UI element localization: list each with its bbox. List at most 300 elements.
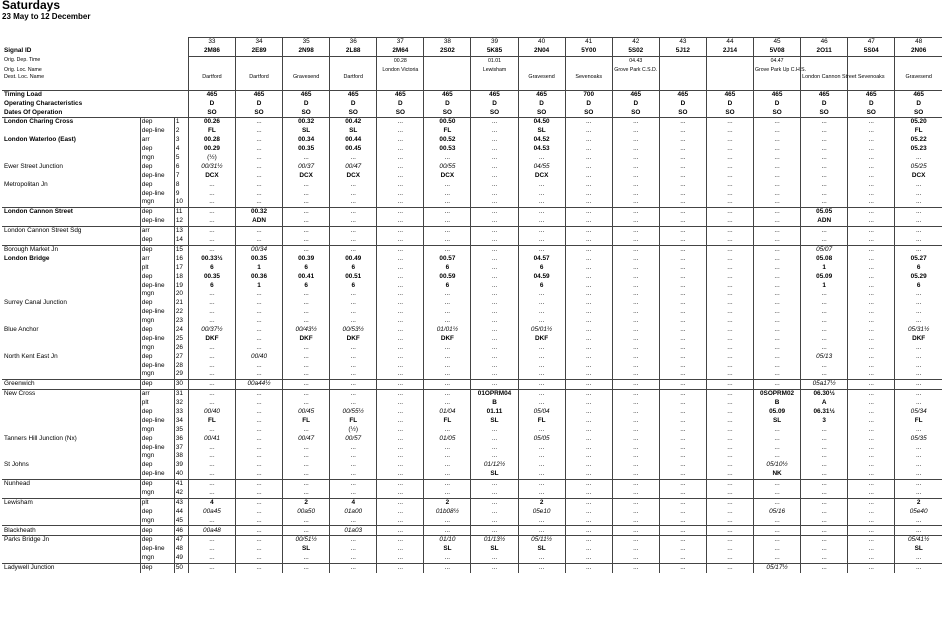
header-cell: D bbox=[424, 99, 471, 108]
timing-cell: ... bbox=[424, 470, 471, 479]
timing-cell: ... bbox=[330, 189, 377, 198]
timing-cell: ... bbox=[283, 470, 330, 479]
timing-cell: ... bbox=[848, 290, 895, 299]
location-name bbox=[2, 335, 140, 344]
timing-cell: ... bbox=[848, 299, 895, 308]
timing-cell: ... bbox=[612, 281, 659, 290]
timing-cell: ... bbox=[706, 426, 753, 435]
timing-cell: ... bbox=[565, 189, 612, 198]
timing-cell: ... bbox=[424, 380, 471, 390]
timing-cell: ... bbox=[471, 498, 518, 507]
timing-cell: ... bbox=[659, 299, 706, 308]
timing-cell: ... bbox=[518, 489, 565, 498]
event-type: mgn bbox=[140, 489, 174, 498]
timing-cell: ... bbox=[612, 434, 659, 443]
timing-cell: ... bbox=[848, 326, 895, 335]
timing-cell: ... bbox=[377, 263, 424, 272]
event-type: dep-line bbox=[140, 127, 174, 136]
timing-cell: ... bbox=[612, 508, 659, 517]
timing-cell: ... bbox=[471, 489, 518, 498]
header-cell: D bbox=[188, 99, 235, 108]
timing-cell: 01b08½ bbox=[424, 508, 471, 517]
timing-cell: 05/34 bbox=[895, 408, 942, 417]
timing-cell: ... bbox=[471, 217, 518, 226]
header-cell: D bbox=[801, 99, 848, 108]
timing-cell: ... bbox=[754, 255, 801, 264]
timing-cell: ... bbox=[659, 399, 706, 408]
timing-cell: 06.31½ bbox=[801, 408, 848, 417]
location-name: New Cross bbox=[2, 389, 140, 398]
timing-cell: ... bbox=[801, 452, 848, 461]
timing-cell: ... bbox=[612, 208, 659, 217]
timing-cell: ... bbox=[801, 299, 848, 308]
timing-cell: ... bbox=[424, 352, 471, 361]
timing-cell: ... bbox=[754, 489, 801, 498]
timing-cell: ... bbox=[471, 526, 518, 536]
timing-cell: ... bbox=[612, 399, 659, 408]
column-number: 43 bbox=[659, 38, 706, 47]
timing-cell: ... bbox=[330, 489, 377, 498]
timing-cell: ... bbox=[612, 352, 659, 361]
event-type: dep-line bbox=[140, 470, 174, 479]
timing-cell: ... bbox=[612, 417, 659, 426]
timing-cell: ... bbox=[659, 461, 706, 470]
column-number-row bbox=[2, 38, 942, 47]
timing-cell: 6 bbox=[518, 281, 565, 290]
timing-cell: ... bbox=[424, 180, 471, 189]
location-name: Lewisham bbox=[2, 498, 140, 507]
timing-cell: SL bbox=[471, 545, 518, 554]
location-name bbox=[2, 189, 140, 198]
timing-cell: ... bbox=[235, 526, 282, 536]
timing-cell: DKF bbox=[424, 335, 471, 344]
header-cell: D bbox=[518, 99, 565, 108]
header-cell: Lewisham bbox=[471, 66, 518, 75]
timing-cell: ... bbox=[895, 516, 942, 525]
timing-cell: ... bbox=[377, 180, 424, 189]
timing-cell: ... bbox=[801, 536, 848, 545]
header-label: Dates Of Operation bbox=[4, 108, 63, 116]
timing-cell: ... bbox=[848, 526, 895, 536]
timing-cell: ... bbox=[754, 263, 801, 272]
event-type: mgn bbox=[140, 554, 174, 563]
timing-cell: ... bbox=[377, 470, 424, 479]
line-number: 22 bbox=[174, 308, 188, 317]
header-cell: 5K85 bbox=[471, 47, 518, 56]
timing-cell: ... bbox=[706, 180, 753, 189]
line-number: 49 bbox=[174, 554, 188, 563]
timing-cell: ... bbox=[188, 290, 235, 299]
timing-cell: ... bbox=[659, 189, 706, 198]
timing-cell: ... bbox=[565, 136, 612, 145]
timing-cell: ... bbox=[801, 317, 848, 326]
timing-cell: ... bbox=[471, 452, 518, 461]
timing-cell: ... bbox=[895, 399, 942, 408]
timing-cell: ... bbox=[612, 545, 659, 554]
timing-cell: ... bbox=[565, 326, 612, 335]
timing-cell: ... bbox=[424, 236, 471, 245]
header-row bbox=[2, 75, 942, 91]
timing-cell: ... bbox=[565, 317, 612, 326]
timing-cell: ... bbox=[848, 189, 895, 198]
timing-cell: ... bbox=[565, 508, 612, 517]
timing-cell: ... bbox=[848, 308, 895, 317]
timing-cell: ... bbox=[565, 399, 612, 408]
timing-cell: ... bbox=[895, 352, 942, 361]
timing-cell: ... bbox=[377, 217, 424, 226]
timing-cell: ... bbox=[754, 479, 801, 488]
header-label: Dest. Loc. Name bbox=[4, 73, 45, 80]
timing-cell: ... bbox=[565, 516, 612, 525]
timing-cell: ... bbox=[754, 352, 801, 361]
timing-cell: ... bbox=[565, 263, 612, 272]
timing-cell: ... bbox=[188, 370, 235, 379]
timing-cell: ... bbox=[754, 127, 801, 136]
timing-cell: FL bbox=[330, 417, 377, 426]
timing-cell: ... bbox=[471, 308, 518, 317]
header-cell: 5S02 bbox=[612, 47, 659, 56]
timing-cell: ... bbox=[754, 361, 801, 370]
timing-cell: ... bbox=[377, 118, 424, 127]
timing-cell: ... bbox=[659, 163, 706, 172]
timing-cell: ... bbox=[518, 452, 565, 461]
event-type: dep bbox=[140, 408, 174, 417]
header-cell: SO bbox=[283, 108, 330, 117]
location-name: Tanners Hill Junction (Nx) bbox=[4, 434, 77, 442]
header-cell: SO bbox=[659, 108, 706, 117]
timing-cell: ... bbox=[565, 489, 612, 498]
location-name: London Cannon Street bbox=[2, 208, 140, 217]
header-cell bbox=[706, 66, 753, 75]
event-type: dep bbox=[140, 508, 174, 517]
timing-cell: ... bbox=[754, 272, 801, 281]
timing-cell: ... bbox=[612, 317, 659, 326]
timing-cell: ... bbox=[471, 281, 518, 290]
header-cell: D bbox=[283, 99, 330, 108]
timing-cell: ... bbox=[848, 272, 895, 281]
timing-cell: ... bbox=[612, 516, 659, 525]
timing-cell: ... bbox=[706, 317, 753, 326]
timing-cell: 00.53 bbox=[424, 145, 471, 154]
event-type: plt bbox=[140, 498, 174, 507]
table-row bbox=[2, 526, 942, 536]
header-cell: 5S04 bbox=[848, 47, 895, 56]
timing-cell: ... bbox=[283, 208, 330, 217]
timing-cell: ... bbox=[659, 198, 706, 207]
timing-cell: ... bbox=[377, 163, 424, 172]
event-type: arr bbox=[140, 226, 174, 235]
header-cell: D bbox=[754, 99, 801, 108]
timing-cell: ... bbox=[659, 563, 706, 572]
event-type: mgn bbox=[140, 344, 174, 353]
location-name bbox=[2, 236, 140, 245]
timing-cell: 05.20 bbox=[895, 118, 942, 127]
timing-cell: DKF bbox=[188, 335, 235, 344]
event-type: dep-line bbox=[140, 335, 174, 344]
table-row bbox=[2, 554, 942, 563]
column-number: 36 bbox=[330, 38, 377, 47]
timing-cell: ... bbox=[471, 443, 518, 452]
timing-cell: ... bbox=[377, 452, 424, 461]
timing-cell: ... bbox=[848, 408, 895, 417]
timing-cell: ... bbox=[754, 154, 801, 163]
location-name: Greenwich bbox=[2, 380, 140, 390]
timing-cell: ... bbox=[612, 489, 659, 498]
line-number: 37 bbox=[174, 443, 188, 452]
line-number: 2 bbox=[174, 127, 188, 136]
timing-cell: ... bbox=[706, 290, 753, 299]
header-cell: D bbox=[565, 99, 612, 108]
table-row bbox=[2, 255, 942, 264]
timing-cell: ... bbox=[706, 479, 753, 488]
timing-cell: ... bbox=[330, 198, 377, 207]
table-row bbox=[2, 461, 942, 470]
timing-cell: ... bbox=[471, 380, 518, 390]
line-number: 20 bbox=[174, 290, 188, 299]
timing-cell: ... bbox=[424, 226, 471, 235]
column-number: 47 bbox=[848, 38, 895, 47]
location-name bbox=[2, 489, 140, 498]
timing-cell: ... bbox=[848, 554, 895, 563]
timing-cell: 00.49 bbox=[330, 255, 377, 264]
table-row bbox=[2, 163, 942, 172]
timing-cell: ... bbox=[518, 426, 565, 435]
timing-cell: 1 bbox=[801, 281, 848, 290]
timing-cell: ... bbox=[659, 326, 706, 335]
timing-cell: ... bbox=[330, 245, 377, 254]
timing-cell: ... bbox=[848, 417, 895, 426]
line-number: 8 bbox=[174, 180, 188, 189]
timing-cell: DCX bbox=[283, 172, 330, 181]
event-type: mgn bbox=[140, 452, 174, 461]
timing-cell: ... bbox=[706, 434, 753, 443]
timing-cell: ... bbox=[801, 163, 848, 172]
timing-cell: ... bbox=[659, 217, 706, 226]
timing-cell: ... bbox=[330, 389, 377, 398]
timing-cell: ... bbox=[895, 154, 942, 163]
timing-cell: ... bbox=[188, 245, 235, 254]
timing-cell: ... bbox=[377, 554, 424, 563]
timing-cell: ... bbox=[377, 443, 424, 452]
timing-cell: ... bbox=[706, 299, 753, 308]
timing-cell: ... bbox=[471, 145, 518, 154]
header-row bbox=[2, 66, 942, 75]
timing-cell: ... bbox=[565, 127, 612, 136]
timing-cell: ADN bbox=[235, 217, 282, 226]
timing-cell: ... bbox=[330, 317, 377, 326]
timing-cell: ... bbox=[801, 118, 848, 127]
timing-cell: ... bbox=[801, 361, 848, 370]
location-name bbox=[2, 217, 140, 226]
timing-cell: ... bbox=[754, 344, 801, 353]
table-row bbox=[2, 226, 942, 235]
line-number: 17 bbox=[174, 263, 188, 272]
timing-cell: ... bbox=[235, 408, 282, 417]
timing-cell: 04.59 bbox=[518, 272, 565, 281]
timing-cell: ... bbox=[377, 335, 424, 344]
timing-cell: 00a45 bbox=[188, 508, 235, 517]
timing-cell: ... bbox=[518, 308, 565, 317]
timing-cell: ... bbox=[706, 417, 753, 426]
timing-cell: ... bbox=[188, 217, 235, 226]
timing-cell: ... bbox=[283, 516, 330, 525]
timing-cell: ... bbox=[424, 189, 471, 198]
timing-cell: ... bbox=[424, 370, 471, 379]
timing-cell: ... bbox=[471, 172, 518, 181]
timing-cell: ... bbox=[895, 361, 942, 370]
timing-cell: ... bbox=[188, 352, 235, 361]
column-number: 37 bbox=[377, 38, 424, 47]
timing-cell: ... bbox=[801, 344, 848, 353]
timing-cell: ... bbox=[330, 290, 377, 299]
timing-cell: ... bbox=[706, 136, 753, 145]
table-row bbox=[2, 443, 942, 452]
timing-cell: 05.05 bbox=[801, 208, 848, 217]
header-cell: 2N06 bbox=[895, 47, 942, 56]
header-cell: D bbox=[330, 99, 377, 108]
table-row bbox=[2, 245, 942, 254]
timing-cell: ... bbox=[283, 389, 330, 398]
timing-cell: ... bbox=[565, 172, 612, 181]
timing-cell: ... bbox=[754, 290, 801, 299]
timing-cell: ... bbox=[754, 326, 801, 335]
timing-cell: SL bbox=[754, 417, 801, 426]
timing-cell: ... bbox=[235, 479, 282, 488]
timing-cell: ... bbox=[377, 489, 424, 498]
timing-cell: ... bbox=[565, 554, 612, 563]
timing-cell: ... bbox=[659, 498, 706, 507]
timing-cell: ... bbox=[565, 434, 612, 443]
timing-cell: 00.44 bbox=[330, 136, 377, 145]
timing-cell: ... bbox=[565, 180, 612, 189]
header-cell: Gravesend bbox=[518, 75, 565, 91]
timing-cell: ... bbox=[471, 180, 518, 189]
header-cell: Grove Park C.S.D. bbox=[612, 66, 659, 75]
timing-cell: ... bbox=[659, 208, 706, 217]
location-name bbox=[2, 290, 140, 299]
timing-cell: ... bbox=[471, 263, 518, 272]
timing-cell: ... bbox=[659, 344, 706, 353]
line-number: 28 bbox=[174, 361, 188, 370]
timing-cell: FL bbox=[895, 127, 942, 136]
timing-cell: ... bbox=[706, 245, 753, 254]
header-cell: SO bbox=[188, 108, 235, 117]
timing-cell: ... bbox=[424, 489, 471, 498]
timing-cell: ... bbox=[848, 281, 895, 290]
timing-cell: 0SOPRM02 bbox=[754, 389, 801, 398]
timing-cell: ... bbox=[330, 545, 377, 554]
timing-cell: ... bbox=[330, 461, 377, 470]
timing-cell: ... bbox=[235, 443, 282, 452]
timing-cell: ... bbox=[377, 399, 424, 408]
timing-cell: ... bbox=[848, 263, 895, 272]
timing-cell: ... bbox=[706, 563, 753, 572]
timing-cell: ... bbox=[283, 290, 330, 299]
timing-cell: ... bbox=[754, 370, 801, 379]
timing-cell: ... bbox=[330, 361, 377, 370]
timing-cell: 1 bbox=[235, 281, 282, 290]
header-cell: 465 bbox=[235, 90, 282, 99]
timing-cell: ... bbox=[188, 461, 235, 470]
timing-cell: ... bbox=[518, 154, 565, 163]
location-name bbox=[2, 417, 140, 426]
timing-cell: ... bbox=[565, 308, 612, 317]
timing-cell: ... bbox=[283, 443, 330, 452]
header-cell bbox=[424, 66, 471, 75]
table-row bbox=[2, 154, 942, 163]
timing-cell: ... bbox=[848, 217, 895, 226]
timing-cell: ... bbox=[659, 370, 706, 379]
timing-cell: ... bbox=[895, 443, 942, 452]
timing-cell: 05/25 bbox=[895, 163, 942, 172]
header-cell bbox=[659, 75, 706, 91]
header-cell: 5Y00 bbox=[565, 47, 612, 56]
timing-cell: ... bbox=[471, 272, 518, 281]
timing-cell: ... bbox=[188, 226, 235, 235]
timing-cell: ... bbox=[612, 236, 659, 245]
timing-cell: ... bbox=[754, 299, 801, 308]
timing-cell: ... bbox=[424, 563, 471, 572]
timing-cell: ... bbox=[188, 426, 235, 435]
timing-cell: ... bbox=[706, 198, 753, 207]
table-row bbox=[2, 281, 942, 290]
timing-cell: ... bbox=[801, 172, 848, 181]
location-name bbox=[2, 408, 140, 417]
location-name: Surrey Canal Junction bbox=[4, 299, 67, 307]
timing-cell: ... bbox=[565, 461, 612, 470]
timing-cell: ... bbox=[377, 426, 424, 435]
timing-cell: ... bbox=[848, 370, 895, 379]
timing-cell: ... bbox=[848, 563, 895, 572]
timing-cell: ... bbox=[565, 426, 612, 435]
column-number: 46 bbox=[801, 38, 848, 47]
timing-cell: ... bbox=[706, 361, 753, 370]
timing-cell: ... bbox=[518, 352, 565, 361]
table-row bbox=[2, 263, 942, 272]
timing-cell: ... bbox=[706, 145, 753, 154]
timing-cell: ... bbox=[565, 443, 612, 452]
timing-cell: ... bbox=[424, 299, 471, 308]
timing-cell: ... bbox=[377, 380, 424, 390]
table-row bbox=[2, 361, 942, 370]
header-row bbox=[2, 56, 942, 65]
header-cell bbox=[848, 56, 895, 65]
timing-cell: ... bbox=[424, 399, 471, 408]
timing-cell: ... bbox=[754, 516, 801, 525]
timing-cell: ... bbox=[659, 479, 706, 488]
timing-cell: ... bbox=[565, 417, 612, 426]
header-cell: 2M86 bbox=[188, 47, 235, 56]
timing-cell: ... bbox=[754, 317, 801, 326]
timing-cell: ... bbox=[706, 127, 753, 136]
line-number: 47 bbox=[174, 536, 188, 545]
timing-cell: ... bbox=[706, 489, 753, 498]
timing-cell: ... bbox=[283, 198, 330, 207]
timing-cell: ... bbox=[659, 255, 706, 264]
timing-cell: ... bbox=[801, 154, 848, 163]
timing-cell: ... bbox=[848, 545, 895, 554]
timing-cell: ... bbox=[518, 554, 565, 563]
timing-cell: ... bbox=[848, 479, 895, 488]
timing-cell: ... bbox=[706, 370, 753, 379]
header-cell: 2E89 bbox=[235, 47, 282, 56]
timing-cell: ... bbox=[706, 208, 753, 217]
timing-cell: ... bbox=[801, 554, 848, 563]
timing-cell: 05/01½ bbox=[518, 326, 565, 335]
timing-cell: SL bbox=[471, 417, 518, 426]
header-cell: Gravesend bbox=[895, 75, 942, 91]
timing-cell: (½) bbox=[188, 154, 235, 163]
